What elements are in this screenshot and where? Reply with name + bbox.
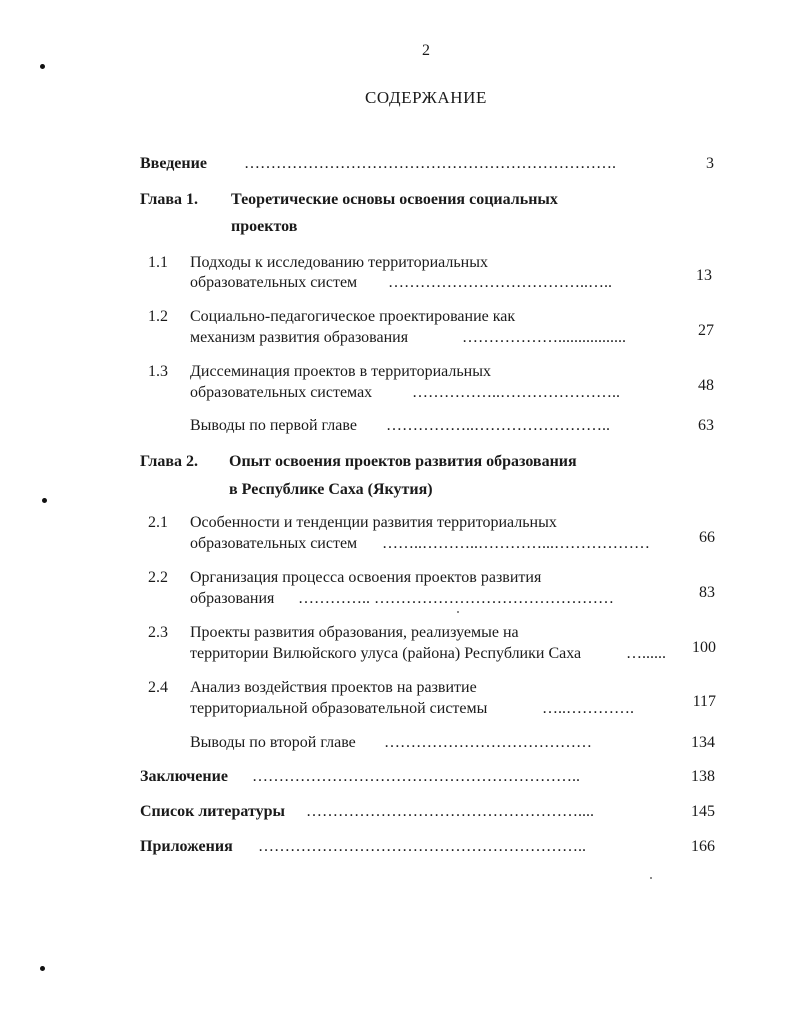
section-number: 2.2 [148, 569, 168, 586]
toc-leader-dots: ………………………………..….. [388, 274, 612, 291]
chapter-title: Теоретические основы освоения социальных [231, 191, 558, 208]
section-title: Диссеминация проектов в территориальных [190, 363, 491, 380]
toc-page: 63 [698, 417, 714, 434]
section-title: Социально-педагогическое проектирование как [190, 308, 516, 325]
toc-page: 83 [699, 584, 715, 601]
section-title: Анализ воздействия проектов на развитие [190, 679, 477, 696]
section-title: образовательных систем [190, 274, 358, 291]
toc-leader-dots: …………………………………………………….. [258, 838, 586, 855]
section-number: 1.2 [148, 308, 168, 325]
section-title: Проекты развития образования, реализуемые на [190, 624, 519, 641]
toc-page: 66 [699, 529, 715, 546]
toc-label: Список литературы [140, 803, 285, 820]
toc-leader-dots: …...... [626, 645, 666, 662]
section-number: 2.3 [148, 624, 168, 641]
section-title: Особенности и тенденции развития территориальных [190, 514, 557, 531]
toc-page: 100 [692, 639, 716, 656]
toc-leader-dots: ……………………………………………………………. [244, 155, 616, 172]
scan-speck [650, 877, 652, 879]
toc-page: 134 [691, 734, 715, 751]
binder-hole-mark [40, 966, 45, 971]
section-title: территориальной образовательной системы [190, 700, 488, 717]
chapter-title: в Республике Саха (Якутия) [229, 481, 433, 498]
toc-page: 138 [691, 768, 715, 785]
toc-page: 48 [698, 377, 714, 394]
section-title: территории Вилюйского улуса (района) Республики Саха [190, 645, 582, 662]
toc-label: Введение [140, 155, 207, 172]
toc-label: Заключение [140, 768, 228, 785]
chapter-title: проектов [231, 218, 298, 235]
toc-page: 117 [692, 693, 716, 710]
toc-leader-dots: ………………................. [462, 329, 626, 346]
toc-leader-dots: ………………………………… [384, 734, 592, 751]
section-title: Организация процесса освоения проектов развития [190, 569, 542, 586]
chapter-label: Глава 2. [140, 453, 198, 470]
section-title: механизм развития образования [190, 329, 409, 346]
chapter-title: Опыт освоения проектов развития образования [229, 453, 577, 470]
section-number: 1.1 [148, 254, 168, 271]
toc-page: 13 [696, 267, 712, 284]
toc-leader-dots: …………………………………………….... [306, 803, 594, 820]
toc-page: 166 [691, 838, 715, 855]
toc-leader-dots: ……………..…………………….. [386, 417, 610, 434]
toc-leader-dots: …………………………………………………….. [252, 768, 580, 785]
section-number: 2.4 [148, 679, 168, 696]
section-title: Выводы по первой главе [190, 417, 357, 434]
section-title: образовательных системах [190, 384, 373, 401]
chapter-label: Глава 1. [140, 191, 198, 208]
toc-leader-dots: …..…………. [542, 700, 634, 717]
toc-page: 3 [706, 155, 714, 172]
toc-leader-dots: ………….. ……………………………………… [298, 590, 614, 607]
binder-hole-mark [40, 64, 45, 69]
toc-page: 145 [691, 803, 715, 820]
section-title: образовательных систем [190, 535, 358, 552]
section-title: Подходы к исследованию территориальных [190, 254, 488, 271]
toc-page: 27 [698, 322, 714, 339]
binder-hole-mark [42, 498, 47, 503]
scan-speck [457, 611, 459, 613]
toc-label: Приложения [140, 838, 233, 855]
page-number: 2 [422, 42, 430, 59]
toc-leader-dots: ……………..………………….. [412, 384, 620, 401]
section-title: образования [190, 590, 275, 607]
page-title: СОДЕРЖАНИЕ [364, 88, 488, 107]
section-number: 1.3 [148, 363, 168, 380]
section-number: 2.1 [148, 514, 168, 531]
toc-leader-dots: ……..………..…………...……………… [382, 535, 650, 552]
section-title: Выводы по второй главе [190, 734, 356, 751]
